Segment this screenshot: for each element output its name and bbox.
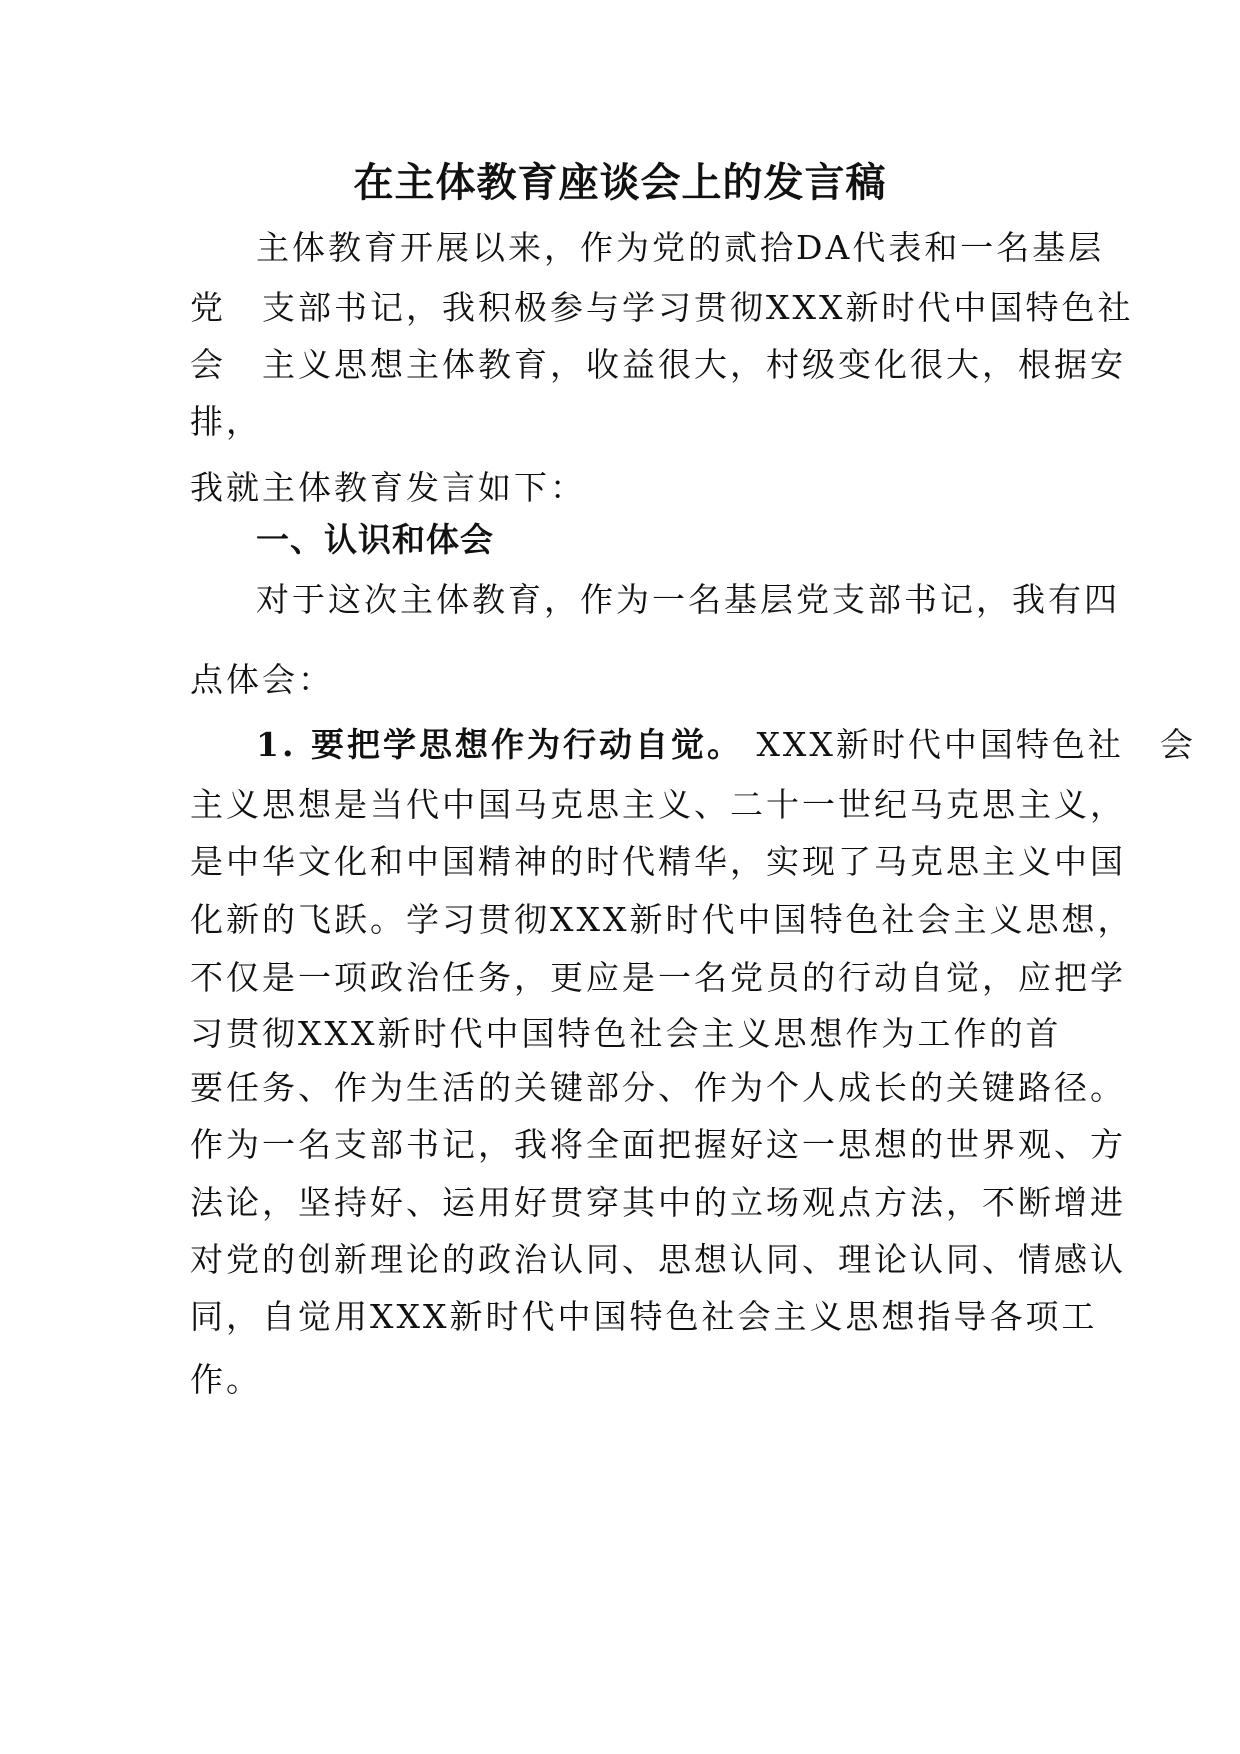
- intro-line-3: 会 主义思想主体教育，收益很大，村级变化很大，根据安: [190, 345, 1126, 384]
- point-1-first-line: [256, 725, 1196, 765]
- intro-line-1: 主体教育开展以来，作为党的贰拾DA代表和一名基层: [256, 228, 1105, 267]
- point-1-line: 习贯彻XXX新时代中国特色社会主义思想作为工作的首: [190, 1014, 1062, 1053]
- point-1-line: 作为一名支部书记，我将全面把握好这一思想的世界观、方: [190, 1125, 1126, 1164]
- point-1-line: 法论，坚持好、运用好贯穿其中的立场观点方法，不断增进: [190, 1183, 1126, 1222]
- page-title: 在主体教育座谈会上的发言稿: [353, 160, 887, 206]
- point-1-line: 是中华文化和中国精神的时代精华，实现了马克思主义中国: [190, 842, 1126, 881]
- point-1-line: 主义思想是当代中国马克思主义、二十一世纪马克思主义，: [190, 785, 1126, 824]
- point-1-line: 化新的飞跃。学习贯彻XXX新时代中国特色社会主义思想，: [190, 900, 1134, 939]
- intro-line-2: 党 支部书记，我积极参与学习贯彻XXX新时代中国特色社: [190, 288, 1134, 327]
- point-1-line: 对党的创新理论的政治认同、思想认同、理论认同、情感认: [190, 1240, 1126, 1279]
- intro-tail: 我就主体教育发言如下：: [190, 468, 586, 507]
- point-1-line: 同，自觉用XXX新时代中国特色社会主义思想指导各项工: [190, 1297, 1098, 1336]
- section-intro-line-2: 点体会：: [190, 660, 334, 699]
- point-1-first-line-rest: XXX新时代中国特色社 会: [742, 725, 1196, 764]
- point-1-line: 不仅是一项政治任务，更应是一名党员的行动自觉，应把学: [190, 958, 1126, 997]
- point-1-line: 作。: [190, 1360, 262, 1399]
- intro-line-4: 排，: [190, 402, 262, 441]
- point-1-line: 要任务、作为生活的关键部分、作为个人成长的关键路径。: [190, 1068, 1126, 1107]
- section-heading: 一、认识和体会: [256, 520, 494, 559]
- point-1-label: 1. 要把学思想作为行动自觉。: [256, 725, 743, 764]
- section-intro-line-1: 对于这次主体教育，作为一名基层党支部书记，我有四: [256, 580, 1120, 619]
